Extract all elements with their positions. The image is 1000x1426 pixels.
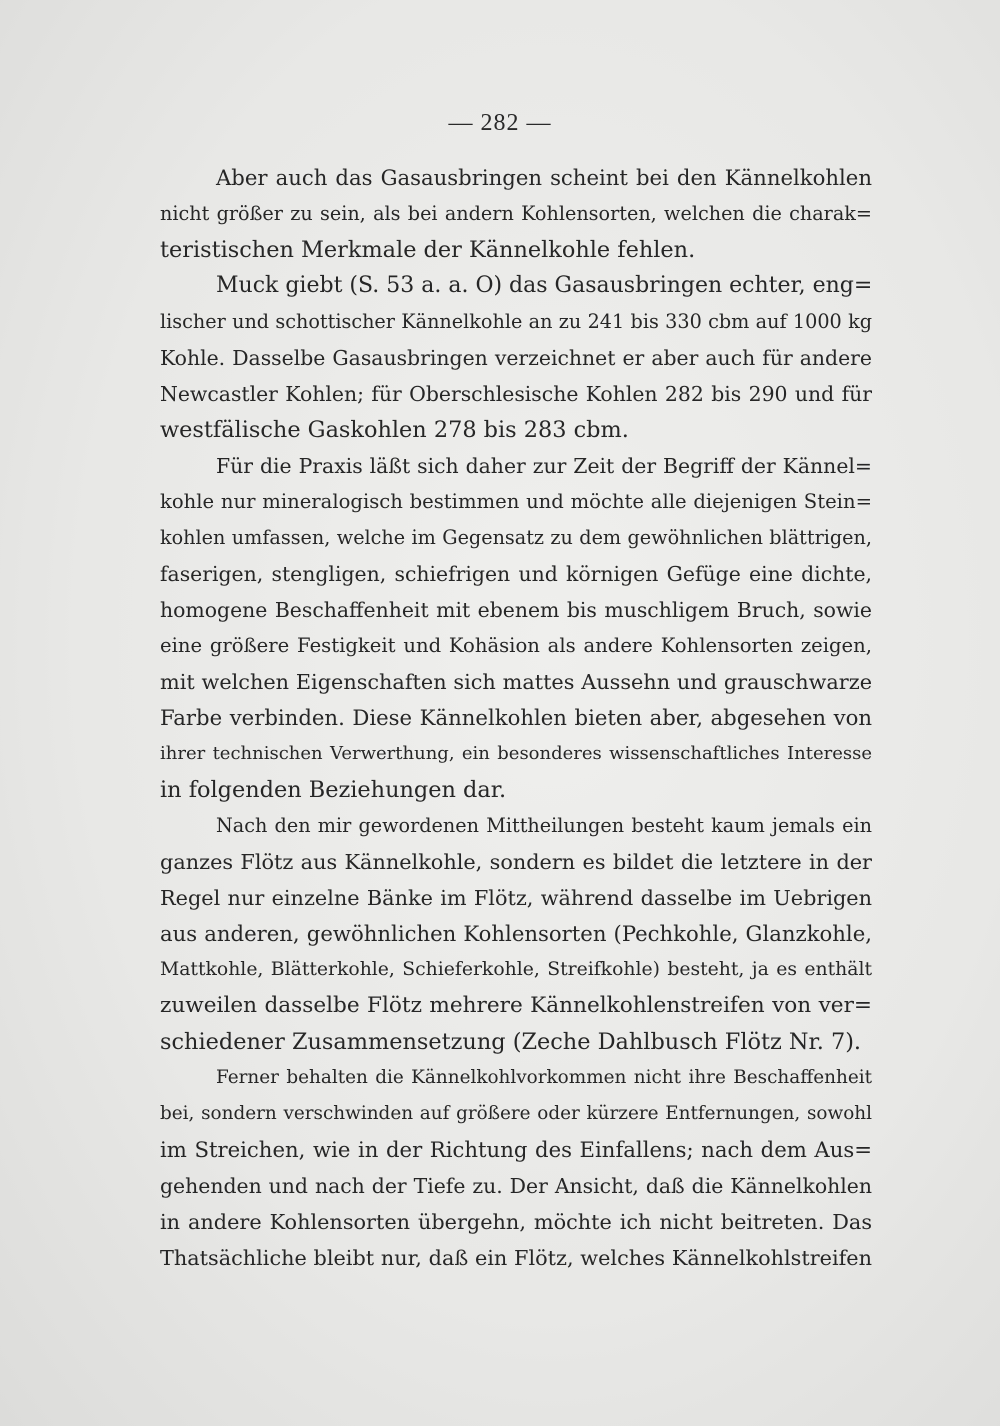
text-line: Regel nur einzelne Bänke im Flötz, während dasselbe im Uebrigen bbox=[160, 886, 872, 910]
text-line: Kohle. Dasselbe Gasausbringen verzeichnet er aber auch für andere bbox=[160, 346, 872, 370]
text-line: homogene Beschaffenheit mit ebenem bis muschligem Bruch, sowie bbox=[160, 598, 872, 622]
text-line: zuweilen dasselbe Flötz mehrere Kännelkohlenstreifen von ver= bbox=[160, 993, 872, 1018]
text-line: schiedener Zusammensetzung (Zeche Dahlbusch Flötz Nr. 7). bbox=[160, 1029, 862, 1055]
text-line: in andere Kohlensorten übergehn, möchte ich nicht beitreten. Das bbox=[160, 1210, 872, 1234]
text-line: westfälische Gaskohlen 278 bis 283 cbm. bbox=[160, 417, 629, 443]
text-line: Ferner behalten die Kännelkohlvorkommen nicht ihre Beschaffenheit bbox=[216, 1067, 872, 1088]
text-line: lischer und schottischer Kännelkohle an zu 241 bis 330 cbm auf 1000 kg bbox=[160, 310, 872, 333]
text-line: bei, sondern verschwinden auf größere oder kürzere Entfernungen, sowohl bbox=[160, 1103, 872, 1124]
text-line: ihrer technischen Verwerthung, ein besonderes wissenschaftliches Interesse bbox=[160, 743, 872, 764]
text-line: in folgenden Beziehungen dar. bbox=[160, 777, 507, 803]
text-line: kohlen umfassen, welche im Gegensatz zu dem gewöhnlichen blättrigen, bbox=[160, 526, 872, 549]
text-line: Newcastler Kohlen; für Oberschlesische Kohlen 282 bis 290 und für bbox=[160, 382, 872, 406]
text-line: nicht größer zu sein, als bei andern Kohlensorten, welchen die charak= bbox=[160, 202, 872, 225]
text-line: gehenden und nach der Tiefe zu. Der Ansicht, daß die Kännelkohlen bbox=[160, 1174, 872, 1198]
text-line: Thatsächliche bleibt nur, daß ein Flötz, welches Kännelkohlstreifen bbox=[160, 1246, 872, 1270]
text-line: ganzes Flötz aus Kännelkohle, sondern es bildet die letztere in der bbox=[160, 850, 872, 874]
text-line: mit welchen Eigenschaften sich mattes Aussehn und grauschwarze bbox=[160, 670, 872, 694]
text-line: faserigen, stengligen, schiefrigen und körnigen Gefüge eine dichte, bbox=[160, 562, 872, 586]
body-text bbox=[160, 160, 872, 1276]
text-line: aus anderen, gewöhnlichen Kohlensorten (Pechkohle, Glanzkohle, bbox=[160, 921, 872, 946]
text-line: eine größere Festigkeit und Kohäsion als andere Kohlensorten zeigen, bbox=[160, 634, 872, 657]
text-line: Muck giebt (S. 53 a. a. O) das Gasausbringen echter, eng= bbox=[216, 273, 872, 298]
text-line: Aber auch das Gasausbringen scheint bei den Kännelkohlen bbox=[216, 165, 872, 190]
page-number: — 282 — bbox=[448, 110, 552, 136]
text-line: Nach den mir gewordenen Mittheilungen besteht kaum jemals ein bbox=[216, 814, 872, 837]
text-line: Mattkohle, Blätterkohle, Schieferkohle, Streifkohle) besteht, ja es enthält bbox=[160, 959, 872, 980]
text-line: kohle nur mineralogisch bestimmen und möchte alle diejenigen Stein= bbox=[160, 490, 872, 513]
text-line: im Streichen, wie in der Richtung des Einfallens; nach dem Aus= bbox=[160, 1137, 872, 1162]
text-line: Für die Praxis läßt sich daher zur Zeit der Begriff der Kännel= bbox=[216, 454, 872, 478]
text-line: Farbe verbinden. Diese Kännelkohlen bieten aber, abgesehen von bbox=[160, 705, 872, 730]
text-line: teristischen Merkmale der Kännelkohle fehlen. bbox=[160, 237, 696, 263]
